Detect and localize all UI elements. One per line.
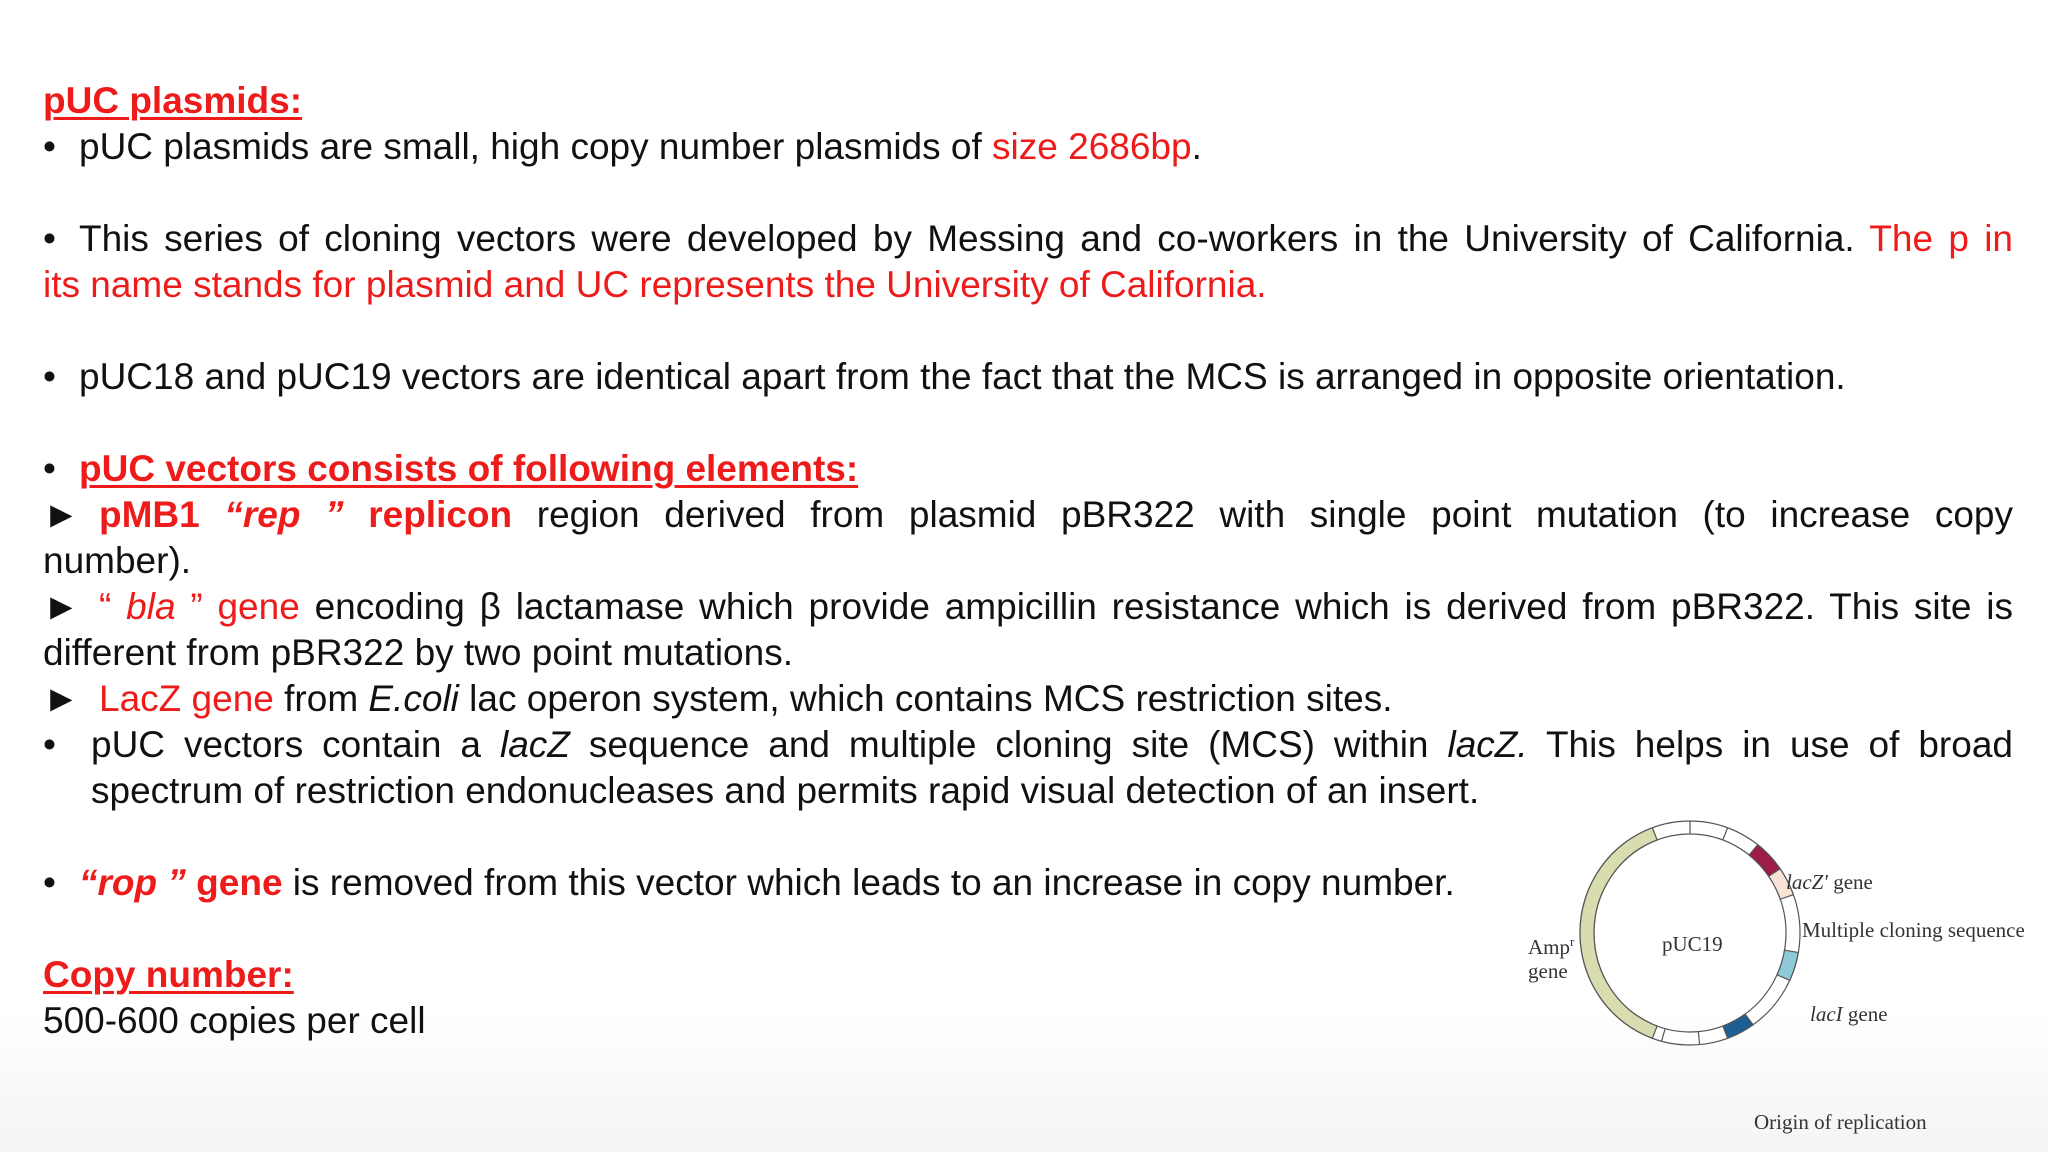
bullet-dot: • (43, 724, 56, 765)
laci-segment (1777, 950, 1798, 980)
bullet-dot: • (43, 862, 56, 903)
bullet-dot: • (43, 126, 56, 167)
lacz-label: lacZ′ gene (1786, 870, 1873, 894)
bullet-puc18-puc19: • pUC18 and pUC19 vectors are identical apart from the fact that the MCS is arranged in opposite orientation. (43, 354, 2013, 400)
plasmid-ring-svg (1500, 820, 2048, 1150)
heading-copy-number: Copy number: (43, 954, 294, 995)
mcs-label: Multiple cloning sequence (1802, 918, 2025, 942)
copy-number-value: 500-600 copies per cell (43, 1000, 426, 1041)
element-bla-line1: ► “ bla ” gene encoding β lactamase which provide ampicillin resistance which is derived from pBR322. This site is (43, 584, 2013, 630)
arrow-bullet: ► (43, 678, 80, 719)
arrow-bullet: ► (43, 494, 80, 535)
bullet-mcs: • pUC vectors contain a lacZ sequence and multiple cloning site (MCS) within lacZ. This helps in use of broad spectrum of restriction endonucleases and permits rapid visual detection of an insert. (43, 724, 2013, 811)
ori-label: Origin of replication (1754, 1110, 1927, 1134)
element-lacz: ► LacZ gene from E.coli lac operon system, which contains MCS restriction sites. (43, 676, 2013, 722)
bullet-size: • pUC plasmids are small, high copy number plasmids of size 2686bp. (43, 124, 2013, 170)
laci-label: lacI gene (1810, 1002, 1888, 1026)
center-label: pUC19 (1662, 932, 1723, 956)
amp-segment (1580, 828, 1657, 1038)
bullet-dot: • (43, 448, 56, 489)
heading-puc-plasmids: pUC plasmids: (43, 80, 303, 121)
element-rep-line1: ► pMB1 “rep ” replicon region derived from plasmid pBR322 with single point mutation (to increase copy (43, 492, 2013, 538)
bullet-dot: • (43, 356, 56, 397)
amp-label: Amp$^r$ gene (1528, 934, 1575, 983)
element-bla-line2: different from pBR322 by two point mutations. (43, 632, 793, 673)
bullet-dot: • (43, 218, 56, 259)
element-rep-line2: number). (43, 540, 192, 581)
arrow-bullet: ► (43, 586, 80, 627)
puc19-plasmid-map (1500, 820, 2048, 1150)
bullet-history-line2: its name stands for plasmid and UC represents the University of California. (43, 264, 1267, 305)
heading-elements: • pUC vectors consists of following elements: (43, 446, 2013, 492)
bullet-history-line1: • This series of cloning vectors were developed by Messing and co-workers in the University of California. The p in (43, 216, 2013, 262)
bullet-rop: • “rop ” gene is removed from this vector which leads to an increase in copy number. (43, 860, 2013, 906)
